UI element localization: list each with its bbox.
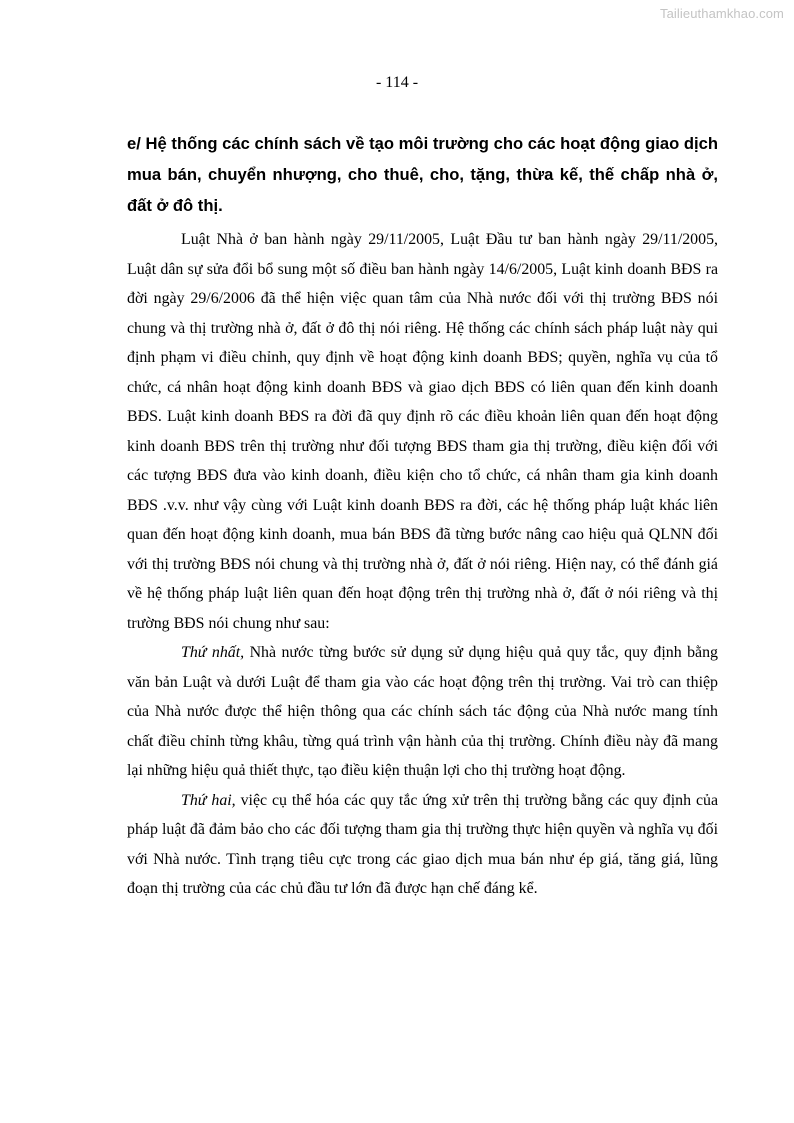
paragraph-text: Luật Nhà ở ban hành ngày 29/11/2005, Luật Đầu tư ban hành ngày 29/11/2005, Luật dân sự sửa đổi bổ sung một số điều ban hành ngày 14/6/2005, Luật kinh doanh BĐS ra đời ngày 29/6/2006 đã thể hiện việc quan tâm của Nhà nước đối với thị trường BĐS nói chung và thị trường nhà ở, đất ở đô thị nói riêng. Hệ thống các chính sách pháp luật này qui định phạm vi điều chỉnh, quy định về hoạt động kinh doanh BĐS; quyền, nghĩa vụ của tổ chức, cá nhân hoạt động kinh doanh BĐS và giao dịch BĐS có liên quan đến kinh doanh BĐS. Luật kinh doanh BĐS ra đời đã quy định rõ các điều khoản liên quan đến hoạt động kinh doanh BĐS trên thị trường như đối tượng BĐS tham gia thị trường, điều kiện đối với các tượng BĐS đưa vào kinh doanh, điều kiện cho tổ chức, cá nhân tham gia kinh doanh BĐS .v.v. như vậy cùng với Luật kinh doanh BĐS ra đời, các hệ thống pháp luật khác liên quan đến hoạt động kinh doanh, mua bán BĐS đã từng bước nâng cao hiệu quả QLNN đối với thị trường BĐS nói chung và thị trường nhà ở, đất ở nói riêng. Hiện nay, có thể đánh giá về hệ thống pháp luật liên quan đến hoạt động trên thị trường nhà ở, đất ở nói riêng và thị trường BĐS nói chung như sau: xyxy=(127,231,718,632)
paragraph-text: việc cụ thể hóa các quy tắc ứng xử trên thị trường bằng các quy định của pháp luật đã đảm bảo cho các đối tượng tham gia thị trường thực hiện quyền và nghĩa vụ đối với Nhà nước. Tình trạng tiêu cực trong các giao dịch mua bán như ép giá, tăng giá, lũng đoạn thị trường của các chủ đầu tư lớn đã được hạn chế đáng kể. xyxy=(127,791,718,897)
document-body xyxy=(127,128,718,904)
paragraph-text: Nhà nước từng bước sử dụng sử dụng hiệu quả quy tắc, quy định bằng văn bản Luật và dưới Luật để tham gia vào các hoạt động trên thị trường. Vai trò can thiệp của Nhà nước được thể hiện thông qua các chính sách tác động của Nhà nước mang tính chất điều chỉnh từng khâu, từng quá trình vận hành của thị trường. Chính điều này đã mang lại những hiệu quả thiết thực, tạo điều kiện thuận lợi cho thị trường hoạt động. xyxy=(127,644,718,779)
paragraph-lead: Thứ hai, xyxy=(181,791,236,809)
paragraph-second xyxy=(127,786,718,904)
page-number: - 114 - xyxy=(375,74,419,91)
paragraph-first xyxy=(127,638,718,786)
watermark: Tailieuthamkhao.com xyxy=(659,6,784,21)
section-heading: e/ Hệ thống các chính sách về tạo môi trường cho các hoạt động giao dịch mua bán, chuyển nhượng, cho thuê, cho, tặng, thừa kế, thế chấp nhà ở, đất ở đô thị. xyxy=(127,134,718,215)
paragraph-intro xyxy=(127,225,718,638)
paragraph-lead: Thứ nhất, xyxy=(181,644,245,661)
